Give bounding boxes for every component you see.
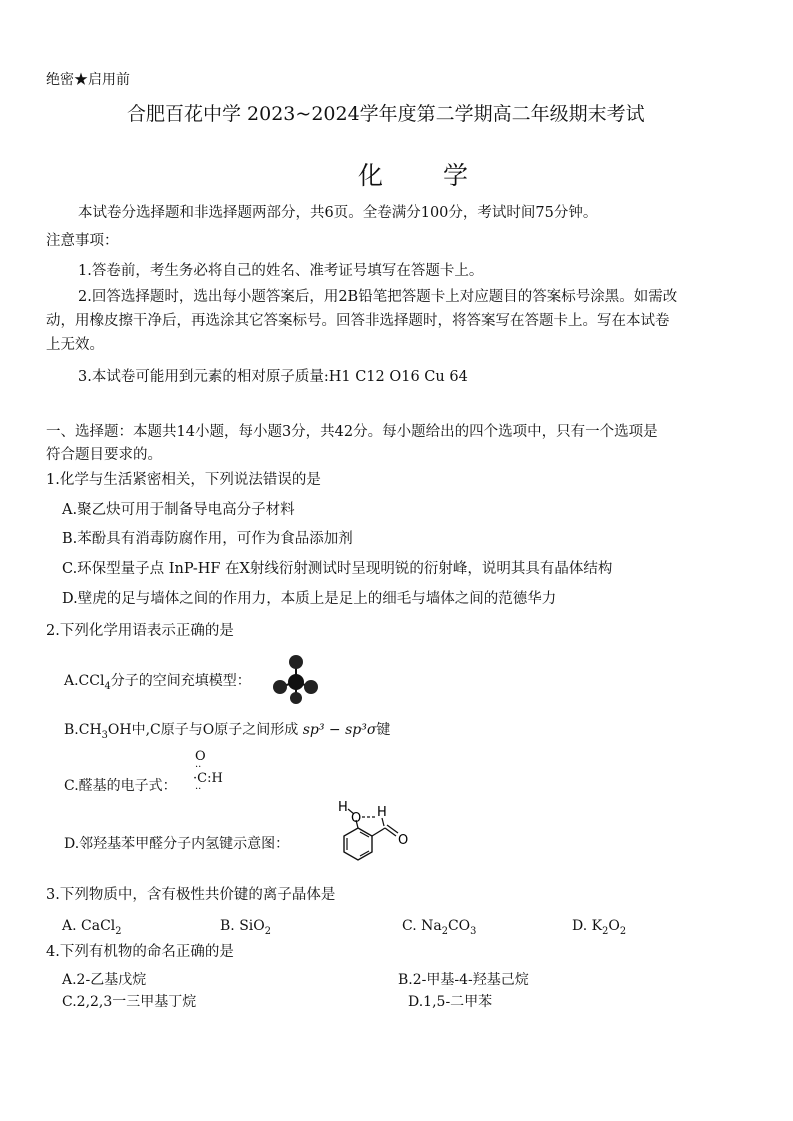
q4-option-d: D.1,5-二甲苯 bbox=[408, 994, 493, 1010]
q2-option-a: A.CCl$_4$分子的空间充填模型： bbox=[64, 673, 251, 692]
q1-option-a: A.聚乙炔可用于制备导电高分子材料 bbox=[62, 502, 295, 518]
hydroxyl-h: H bbox=[338, 800, 348, 815]
q2-option-b: $B.CH_3OH$中,C原子与O原子之间形成 sp³ − sp³σ键 bbox=[64, 722, 391, 741]
q4-option-c: C.2,2,3一三甲基丁烷 bbox=[62, 994, 197, 1010]
q3-option-b: B. SiO$_2$ bbox=[220, 918, 271, 937]
q4-option-a: A.2-乙基戊烷 bbox=[62, 972, 147, 988]
q4-stem: 4.下列有机物的命名正确的是 bbox=[46, 944, 234, 960]
subject-title: 化 学 bbox=[358, 161, 494, 190]
section-1-heading-line-2: 符合题目要求的。 bbox=[46, 447, 162, 463]
q3-stem: 3.下列物质中，含有极性共价键的离子晶体是 bbox=[46, 887, 336, 903]
cl-atom-top bbox=[289, 655, 303, 669]
aldehyde-electron-formula bbox=[193, 750, 223, 794]
note-2-line-3: 上无效。 bbox=[46, 337, 104, 353]
cl-atom-right bbox=[304, 680, 318, 694]
benzene-ring bbox=[344, 828, 372, 860]
secret-mark: 绝密★启用前 bbox=[46, 72, 130, 88]
cl-atom-left bbox=[273, 680, 287, 694]
q2-option-c: C.醛基的电子式： bbox=[64, 778, 177, 794]
electron-formula-oxygen: O bbox=[195, 749, 206, 764]
o-hydroxybenzaldehyde-structure bbox=[332, 800, 416, 870]
q3-option-c: C. $Na_2CO_3$ bbox=[402, 918, 477, 937]
note-1: 1.答卷前，考生务必将自己的姓名、准考证号填写在答题卡上。 bbox=[78, 263, 484, 279]
note-3: 3.本试卷可能用到元素的相对原子质量:H1 C12 O16 Cu 64 bbox=[78, 369, 468, 385]
section-1-heading-line-1: 一、选择题：本题共14小题，每小题3分，共42分。每小题给出的四个选项中，只有一个选项是 bbox=[46, 424, 658, 440]
ring-cho-bond bbox=[372, 828, 385, 836]
q1-option-b: B.苯酚具有消毒防腐作用，可作为食品添加剂 bbox=[62, 531, 353, 547]
q1-stem: 1.化学与生活紧密相关，下列说法错误的是 bbox=[46, 472, 321, 488]
c-o-double-1 bbox=[385, 828, 396, 836]
c-atom-center bbox=[288, 674, 304, 690]
electron-formula-c-h: ·C:H bbox=[193, 771, 223, 786]
electron-dots-bottom: ·· bbox=[195, 784, 202, 795]
electron-dots-top: ·· bbox=[195, 762, 202, 773]
ccl4-space-filling-model bbox=[272, 654, 322, 704]
aldehyde-h: H bbox=[377, 805, 387, 820]
c-o-double-2 bbox=[387, 825, 398, 833]
q1-option-d: D.壁虎的足与墙体之间的作用力，本质上是足上的细毛与墙体之间的范德华力 bbox=[62, 591, 557, 607]
q3-option-a: A. CaCl$_2$ bbox=[62, 918, 122, 937]
q4-option-b: B.2-甲基-4-羟基己烷 bbox=[398, 972, 529, 988]
notes-heading: 注意事项： bbox=[46, 233, 119, 249]
exam-title: 合肥百花中学 2023~2024学年度第二学期高二年级期末考试 bbox=[127, 103, 645, 125]
q1-option-c: C.环保型量子点 InP-HF 在X射线衍射测试时呈现明锐的衍射峰，说明其具有晶体结构 bbox=[62, 561, 613, 577]
q2-stem: 2.下列化学用语表示正确的是 bbox=[46, 623, 234, 639]
aldehyde-o: O bbox=[398, 833, 409, 848]
note-2-line-2: 动，用橡皮擦干净后，再选涂其它答案标号。回答非选择题时，将答案写在答题卡上。写在本试卷 bbox=[46, 313, 670, 329]
exam-summary: 本试卷分选择题和非选择题两部分，共6页。全卷满分100分，考试时间75分钟。 bbox=[78, 205, 598, 221]
note-2-line-1: 2.回答选择题时，选出每小题答案后，用2B铅笔把答题卡上对应题目的答案标号涂黑。如需改 bbox=[78, 289, 678, 305]
cl-atom-bottom bbox=[290, 692, 302, 704]
q2-option-d: D.邻羟基苯甲醛分子内氢键示意图： bbox=[64, 836, 290, 852]
q3-option-d: D. $K_2O_2$ bbox=[572, 918, 627, 937]
hydroxyl-o: O bbox=[351, 811, 362, 826]
